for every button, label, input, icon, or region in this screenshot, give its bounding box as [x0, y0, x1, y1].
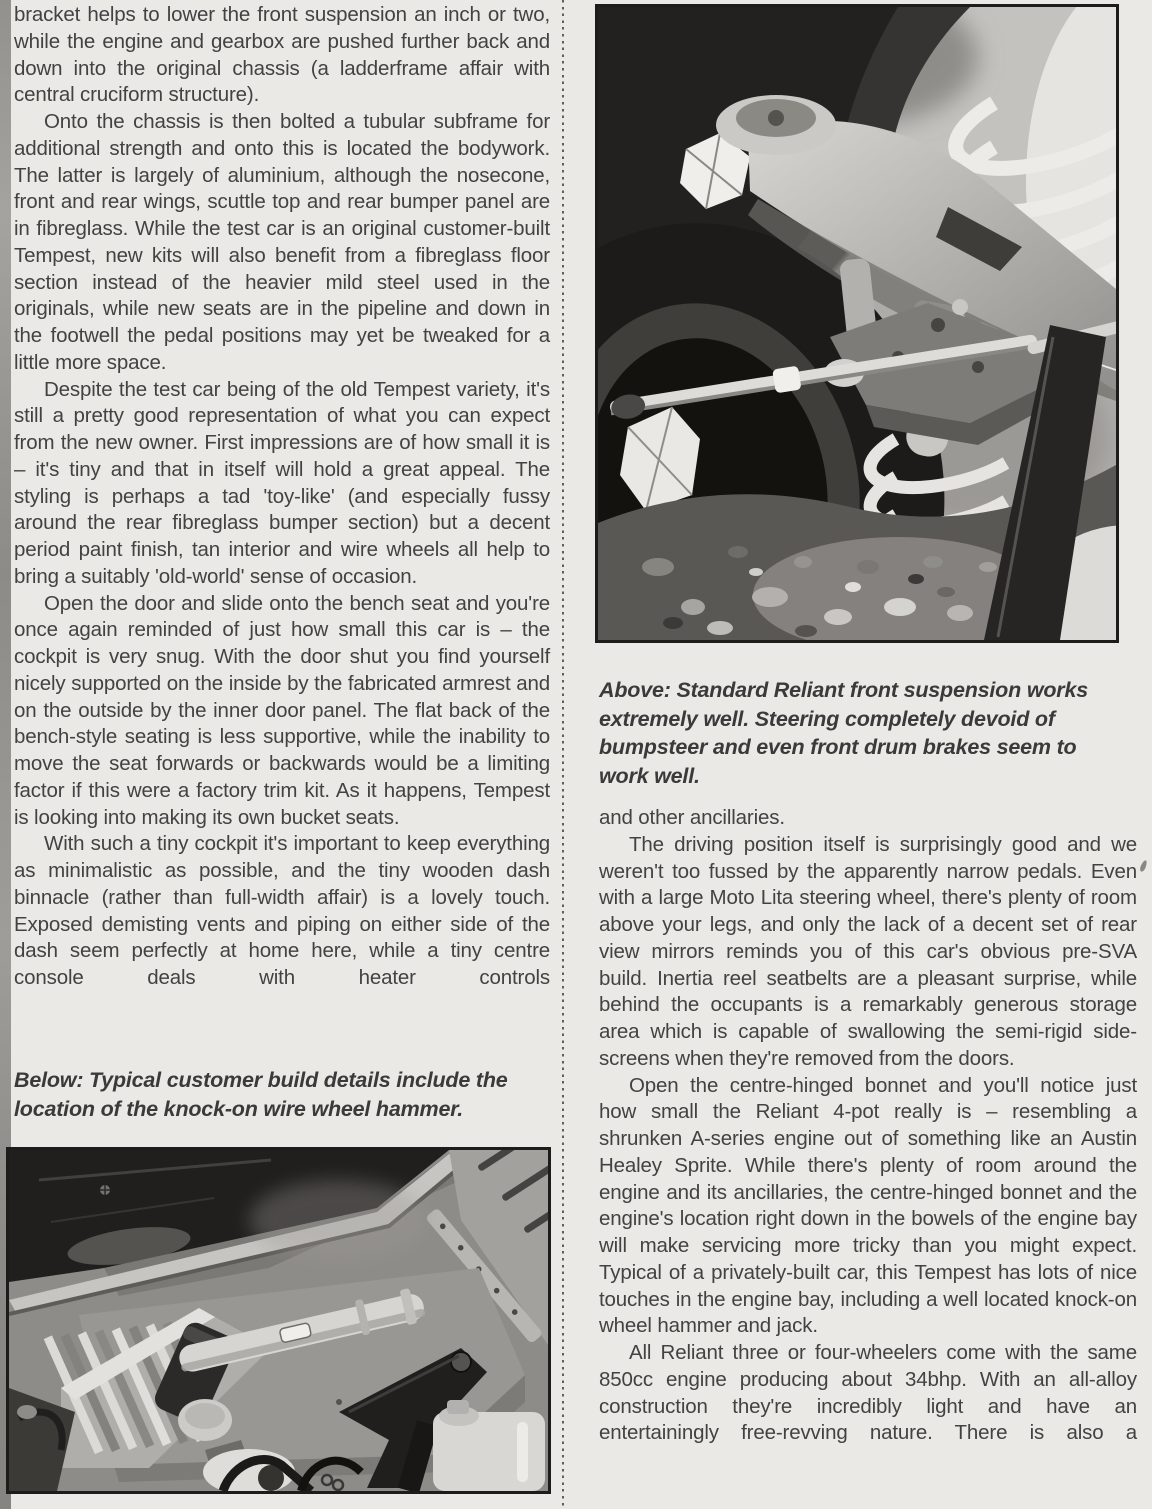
engine-bay-photo — [6, 1147, 551, 1494]
front-suspension-photo — [595, 4, 1119, 643]
body-paragraph: Open the centre-hinged bonnet and you'll notice just how small the Reliant 4-pot really is – resembling a shrunken A-series engine out of something like an Austin Healey Sprite. While there's plenty of room around the engine and its ancillaries, the centre-hinged bonnet and the engine's location right down in the bowels of the engine bay will make servicing more tricky than you might expect. Typical of a privately-built car, this Tempest has lots of nice touches in the engine bay, including a well located knock-on wheel hammer and jack. — [599, 1073, 1137, 1338]
column-divider — [562, 0, 564, 1509]
body-paragraph: Open the door and slide onto the bench seat and you're once again reminded of just how small this car is – the cockpit is very snug. With the door shut you find yourself nicely supported on the inside by the fabricated armrest and on the outside by the inner door panel. The flat back of the bench-style seating is less supportive, while the inability to move the seat forwards or backwards would be a limiting factor if this were a factory trim kit. As it happens, Tempest is looking into making its own bucket seats. — [14, 591, 550, 829]
front-suspension-photo-caption: Above: Standard Reliant front suspension works extremely well. Steering completely devoid of bumpsteer and even front drum brakes seem to work well. — [599, 678, 1088, 788]
body-paragraph: All Reliant three or four-wheelers come with the same 850cc engine producing about 34bhp. With an all-alloy construction they're incredibly light and have an entertainingly free-revving nature. There is also a — [599, 1341, 1137, 1445]
engine-bay-photo-caption: Below: Typical customer build details include the location of the knock-on wire wheel hammer. — [14, 1068, 508, 1121]
body-paragraph: With such a tiny cockpit it's important to keep everything as minimalistic as possible, and the tiny wooden dash binnacle (rather than full-width affair) is a lovely touch. Exposed demisting vents and piping on either side of the dash seem perfectly at home here, while a tiny centre console deals with heater controls — [14, 832, 550, 989]
scan-speck — [1139, 860, 1148, 873]
left-column-text — [14, 2, 550, 992]
body-paragraph: Onto the chassis is then bolted a tubular subframe for additional strength and onto this is located the bodywork. The latter is largely of aluminium, although the nosecone, front and rear wings, scuttle top and rear bumper panel are in fibreglass. While the test car is an original customer-built Tempest, new kits will also benefit from a fibreglass floor section instead of the heavier mild steel used in the originals, while new seats are in the pipeline and down in the footwell the pedal positions may yet be tweaked for a little more space. — [14, 110, 550, 374]
body-paragraph: and other ancillaries. — [599, 806, 785, 829]
engine-bay-illustration — [9, 1150, 548, 1491]
right-column-text — [599, 805, 1137, 1447]
body-paragraph: bracket helps to lower the front suspension an inch or two, while the engine and gearbox are pushed further back and down into the original chassis (a ladderframe affair with central cruciform structure). — [14, 3, 550, 107]
body-paragraph: Despite the test car being of the old Tempest variety, it's still a pretty good representation of what you can expect from the new owner. First impressions are of how small it is – it's tiny and that in itself will hold a great appeal. The styling is perhaps a tad 'toy-like' (and especially fussy around the rear fibreglass bumper section) but a decent period paint finish, tan interior and wire wheels all help to bring a suitably 'old-world' sense of occasion. — [14, 377, 550, 588]
front-suspension-illustration — [598, 7, 1116, 640]
body-paragraph: The driving position itself is surprisingly good and we weren't too fussed by the apparently narrow pedals. Even with a large Moto Lita steering wheel, there's plenty of room above your legs, and only the lack of a decent set of rear view mirrors reminds you of this car's obvious pre-SVA build. Inertia reel seatbelts are a pleasant surprise, while behind the occupants is a remarkably generous storage area which is capable of swallowing the semi-rigid side-screens when they're removed from the doors. — [599, 832, 1137, 1070]
